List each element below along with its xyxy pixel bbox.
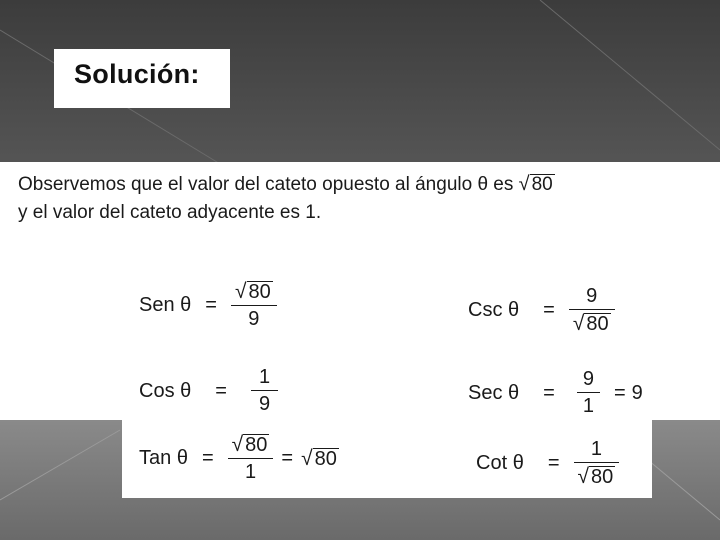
formula-tan: Tan θ = $\frac{√ 80}{1}$ = √ 80	[139, 433, 337, 483]
formula-csc: Csc θ = $\frac{9}{√ 80}$	[468, 285, 615, 336]
fraction-cot: $\frac{1}{√ 80}$	[574, 438, 620, 489]
intro-paragraph	[18, 170, 713, 227]
fraction-tan: $\frac{√ 80}{1}$	[228, 433, 274, 484]
formula-sen: Sen θ = $\frac{√ 80}{9}$	[139, 280, 277, 331]
slide-title: Solución:	[74, 59, 200, 89]
fraction-sen: $\frac{√ 80}{9}$	[231, 280, 277, 331]
title-box	[54, 49, 230, 108]
intro-line-1	[18, 170, 713, 199]
fraction-sec: $\frac{9}{1}$	[577, 368, 600, 418]
sec-result: 9	[631, 381, 643, 404]
intro-line-2: y el valor del cateto adyacente es 1.	[18, 202, 322, 223]
tan-result: √ 80	[301, 446, 337, 470]
intro-text-1: Observemos que el valor del cateto opuesto al ángulo θ es	[18, 174, 514, 195]
formula-cos: Cos θ = $\frac{1}{9}$	[139, 366, 278, 416]
fraction-cos: $\frac{1}{9}$	[251, 366, 278, 416]
formula-sec: Sec θ = $\frac{9}{1}$ = 9	[468, 368, 643, 417]
intro-radical: √ 80	[518, 173, 553, 195]
formula-cot: Cot θ = $\frac{1}{√ 80}$	[476, 438, 619, 489]
fraction-csc: $\frac{9}{√ 80}$	[569, 285, 615, 336]
